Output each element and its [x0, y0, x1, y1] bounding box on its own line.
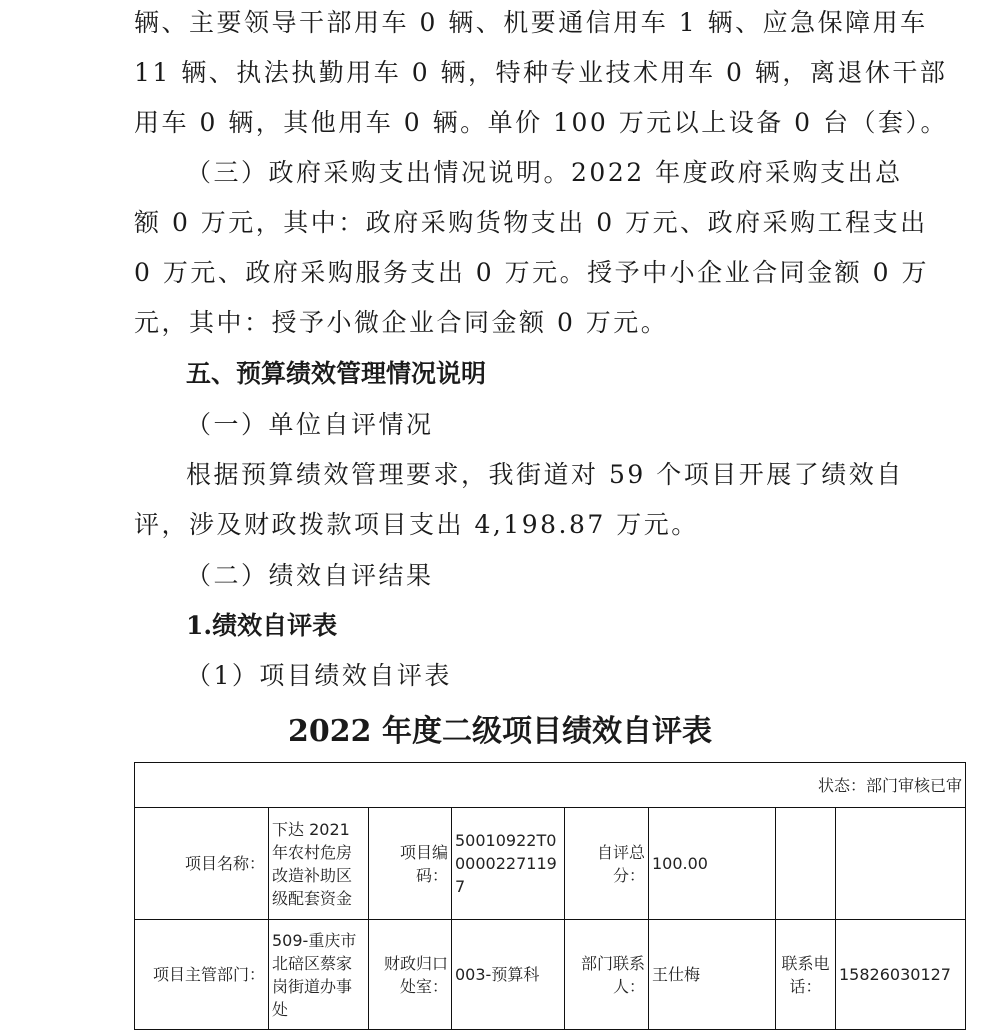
body-line: 根据预算绩效管理要求，我街道对 59 个项目开展了绩效自 — [186, 460, 904, 489]
status-text: 状态：部门审核已审 — [135, 763, 966, 808]
body-line: 额 0 万元，其中：政府采购货物支出 0 万元、政府采购工程支出 — [134, 208, 928, 237]
phone-label: 联系电话： — [776, 920, 836, 1030]
body-line: 11 辆、执法执勤用车 0 辆，特种专业技术用车 0 辆，离退休干部 — [134, 58, 948, 87]
project-name-value: 下达 2021 年农村危房改造补助区级配套资金 — [269, 808, 369, 920]
body-line: 元，其中：授予小微企业合同金额 0 万元。 — [134, 308, 669, 337]
table-title: 2022 年度二级项目绩效自评表 — [288, 714, 712, 749]
score-label: 自评总分： — [565, 808, 649, 920]
body-line: 辆、主要领导干部用车 0 辆、机要通信用车 1 辆、应急保障用车 — [134, 8, 928, 37]
section-heading: 五、预算绩效管理情况说明 — [186, 359, 487, 388]
subheading-bold: 1.绩效自评表 — [186, 611, 338, 640]
table-row — [135, 920, 966, 1030]
project-code-label: 项目编码： — [369, 808, 452, 920]
subheading: （一）单位自评情况 — [186, 410, 434, 439]
subheading: （二）绩效自评结果 — [186, 561, 434, 590]
dept-value: 509-重庆市北碚区蔡家岗街道办事处 — [269, 920, 369, 1030]
project-code-value: 50010922T000002271197 — [452, 808, 565, 920]
finance-label: 财政归口处室： — [369, 920, 452, 1030]
finance-value: 003-预算科 — [452, 920, 565, 1030]
status-row — [135, 763, 966, 808]
phone-value: 15826030127 — [836, 920, 966, 1030]
section-3-paragraph: （三）政府采购支出情况说明。2022 年度政府采购支出总 — [186, 158, 903, 187]
body-line: 评，涉及财政拨款项目支出 4,198.87 万元。 — [134, 510, 699, 539]
table-row — [135, 808, 966, 920]
contact-label: 部门联系人： — [565, 920, 649, 1030]
dept-label: 项目主管部门： — [135, 920, 269, 1030]
score-value: 100.00 — [649, 808, 776, 920]
contact-value: 王仕梅 — [649, 920, 776, 1030]
evaluation-table — [134, 762, 966, 1030]
subheading: （1）项目绩效自评表 — [186, 661, 452, 690]
empty-cell — [836, 808, 966, 920]
body-line: 用车 0 辆，其他用车 0 辆。单价 100 万元以上设备 0 台（套）。 — [134, 108, 949, 137]
project-name-label: 项目名称： — [135, 808, 269, 920]
body-line: 0 万元、政府采购服务支出 0 万元。授予中小企业合同金额 0 万 — [134, 258, 929, 287]
empty-cell — [776, 808, 836, 920]
